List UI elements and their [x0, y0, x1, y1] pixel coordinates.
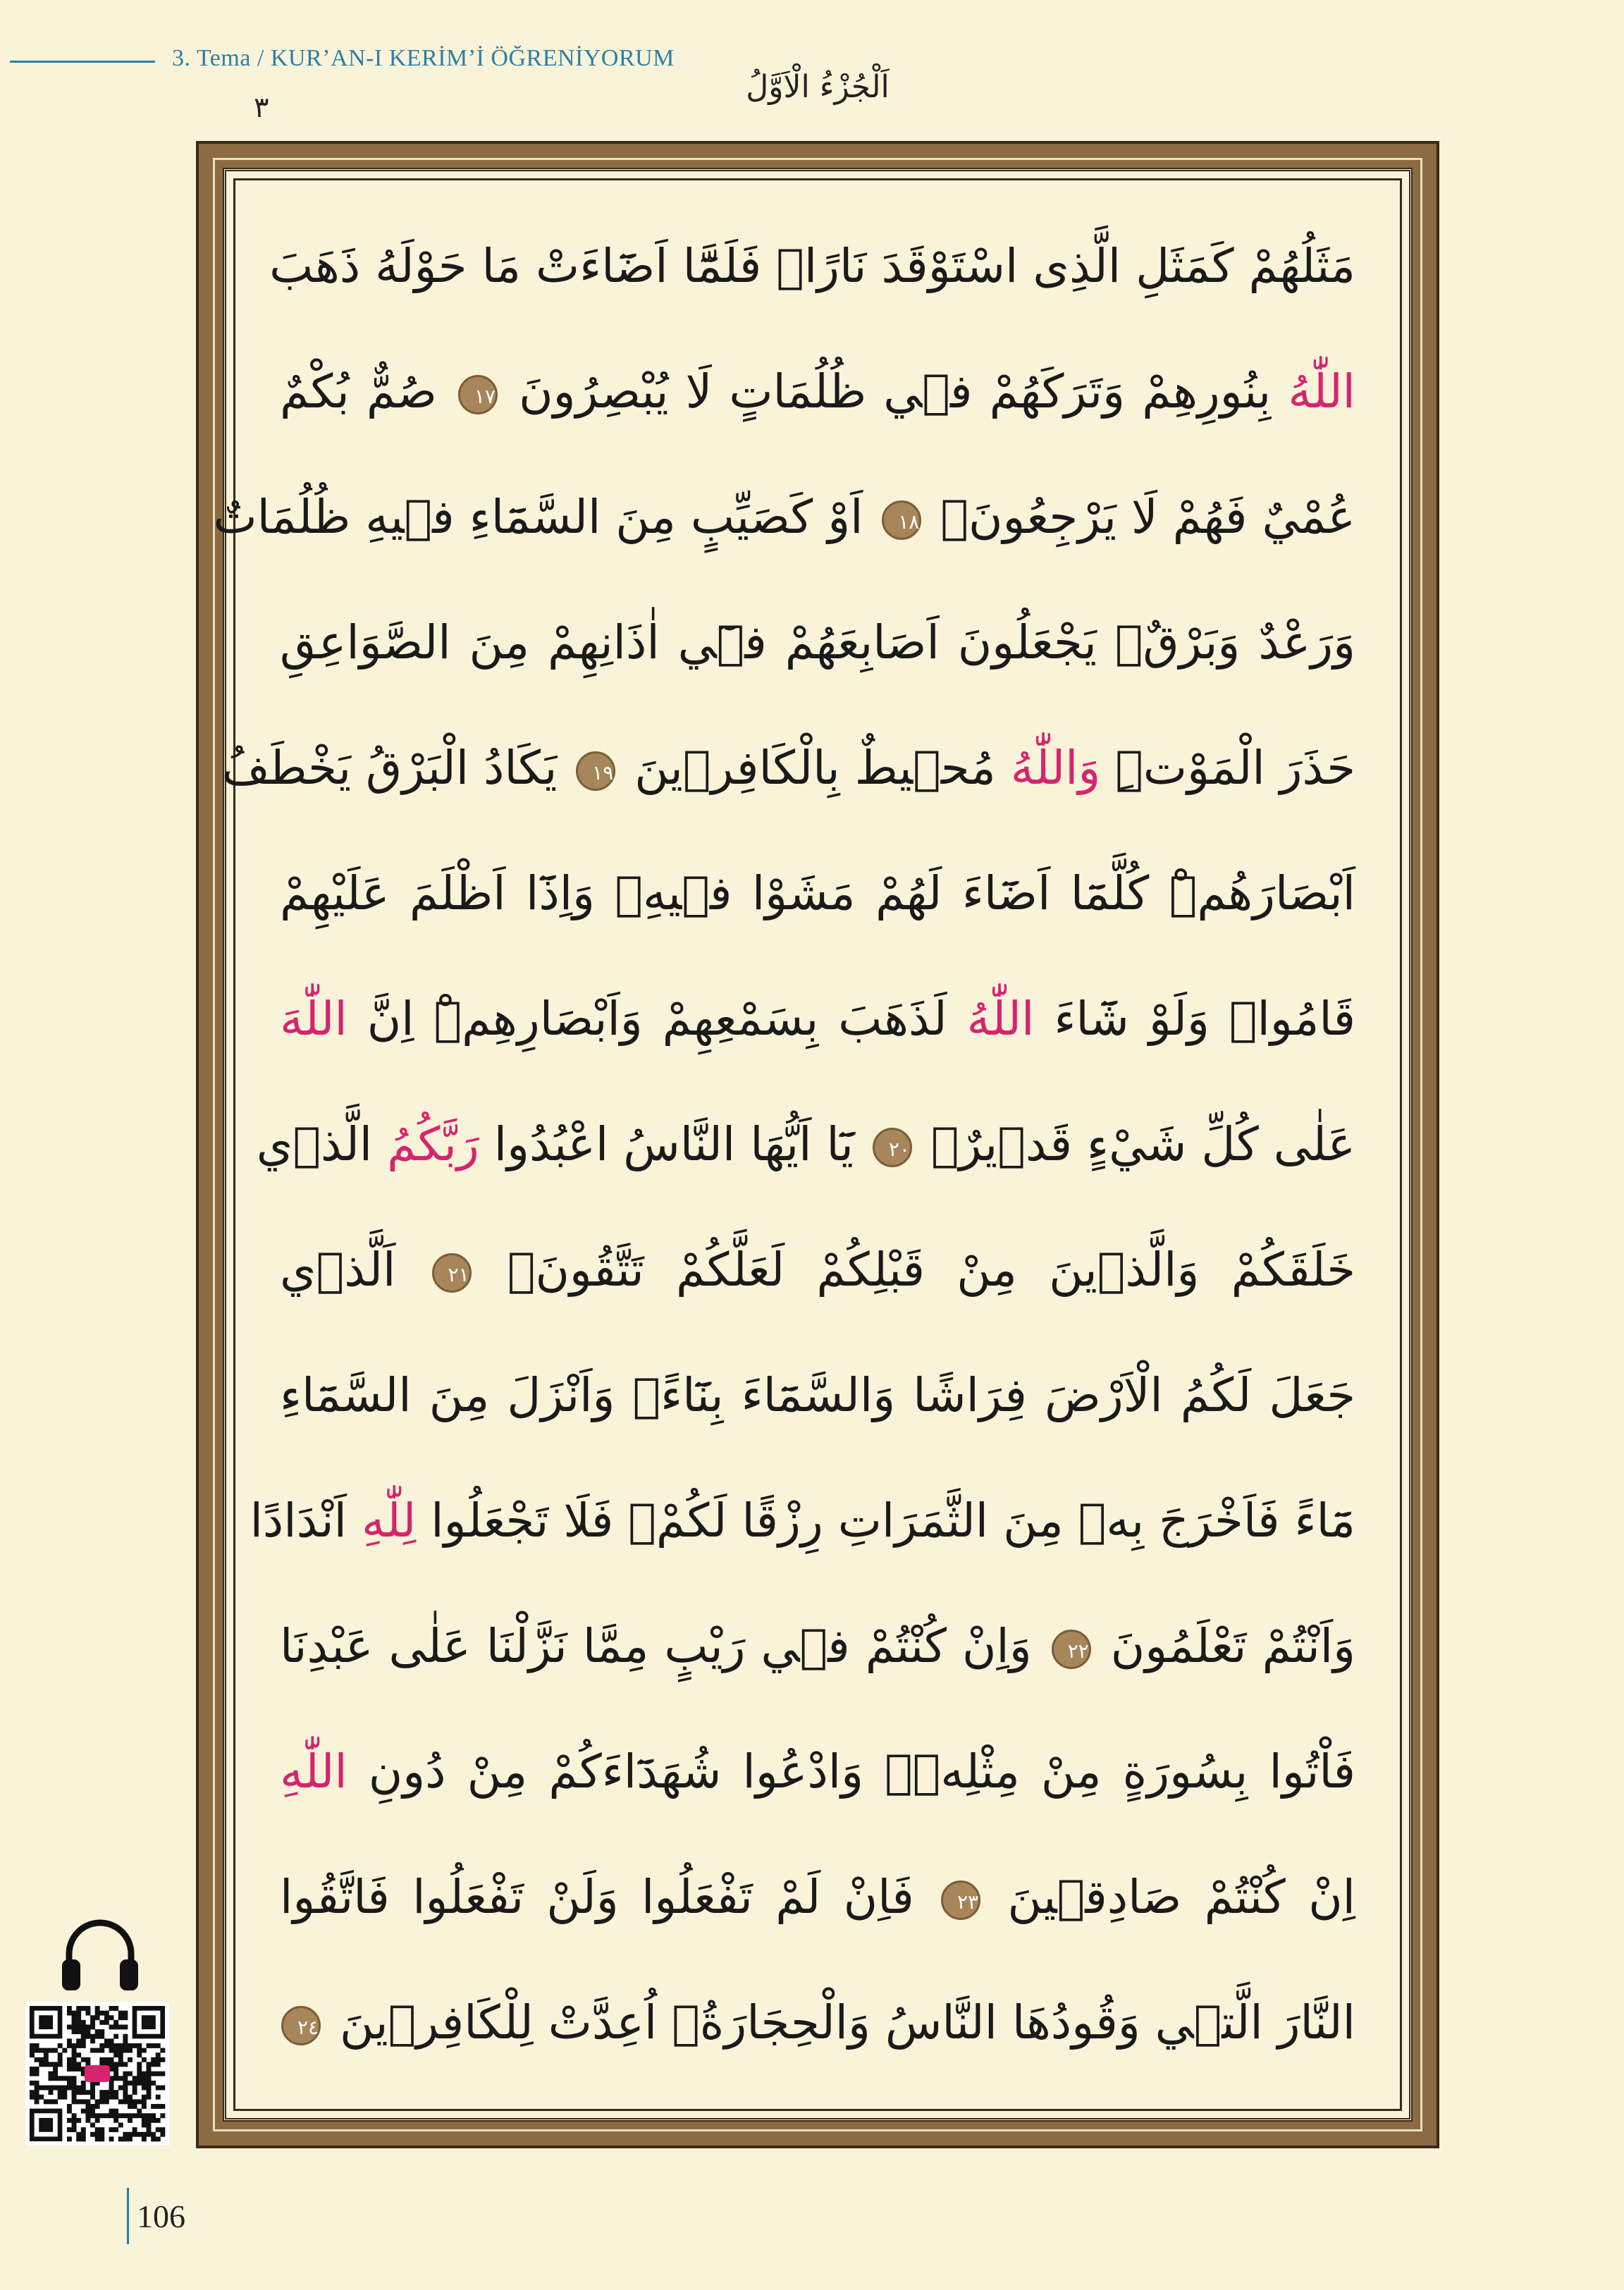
ayah-number-marker: ٢١	[432, 1253, 472, 1293]
quran-page-frame	[196, 141, 1439, 2148]
verse-line	[280, 1970, 1355, 2076]
verse-line	[280, 1343, 1355, 1448]
verse-text: اَلَّذ۪ي	[280, 1243, 428, 1297]
verse-text: صُمٌّ بُكْمٌ	[280, 364, 455, 419]
verse-text: فَاْتُوا بِسُورَةٍ مِنْ مِثْلِه۪ۖ وَادْعُوا شُهَدَٓاءَكُمْ مِنْ دُونِ	[347, 1744, 1355, 1799]
verse-text: عُمْيٌ فَهُمْ لَا يَرْجِعُونَۙ	[925, 490, 1355, 544]
header-rule	[10, 61, 155, 63]
verse-text: يَٓا اَيُّهَا النَّاسُ اعْبُدُوا	[479, 1117, 868, 1171]
verse-line	[280, 1719, 1355, 1825]
verse-text: جَعَلَ لَكُمُ الْاَرْضَ فِرَاشًا وَالسَّمَٓاءَ بِنَٓاءًۖ وَاَنْزَلَ مِنَ السَّمَٓاءِ	[280, 1368, 1355, 1422]
verse-text: حَذَرَ الْمَوْتِۜ	[1100, 741, 1355, 795]
page-number: 106	[137, 2198, 185, 2234]
verse-lines	[213, 214, 1356, 2076]
mushaf-page-number: ٣	[254, 92, 269, 124]
verse-text: اَبْصَارَهُمْۜ كُلَّمَٓا اَضَٓاءَ لَهُمْ مَشَوْا ف۪يهِۙ وَاِذَٓا اَظْلَمَ عَلَيْهِمْ	[280, 866, 1355, 921]
divine-name-text: اللّٰهَ	[280, 992, 347, 1046]
ayah-number-marker: ١٩	[576, 751, 615, 791]
verse-line	[280, 1594, 1355, 1699]
ayah-number-marker: ٢٣	[941, 1880, 980, 1920]
verse-line	[256, 1092, 1355, 1198]
verse-text: وَاِنْ كُنْتُمْ ف۪ي رَيْبٍ مِمَّا نَزَّلْنَا عَلٰى عَبْدِنَا	[280, 1619, 1047, 1673]
verse-line	[280, 1845, 1355, 1950]
verse-line	[269, 214, 1355, 319]
verse-text: النَّارَ الَّت۪ي وَقُودُهَا النَّاسُ وَالْحِجَارَةُۚ اُعِدَّتْ لِلْكَافِر۪ينَ	[325, 1995, 1355, 2050]
ayah-number-marker: ٢٠	[873, 1128, 912, 1167]
ayah-number-marker: ٢٢	[1052, 1630, 1091, 1669]
verse-line	[250, 1468, 1355, 1574]
verse-text: اَنْدَادًا	[250, 1494, 362, 1548]
verse-line	[280, 339, 1355, 445]
verse-text: يَكَادُ الْبَرْقُ يَخْطَفُ	[221, 741, 572, 795]
divine-name-text: اللّٰهُ	[1288, 364, 1356, 419]
ayah-number-marker: ١٨	[882, 500, 921, 540]
qr-code-icon[interactable]	[25, 2002, 169, 2146]
ayah-number-marker: ٢٤	[281, 2006, 321, 2045]
verse-text: مَثَلُهُمْ كَمَثَلِ الَّذِى اسْتَوْقَدَ نَارًاۚ فَلَمَّٓا اَضَٓاءَتْ مَا حَوْلَهُ ذَهَبَ	[269, 239, 1355, 293]
divine-name-text: اللّٰهُ	[966, 992, 1035, 1046]
verse-text: بِنُورِهِمْ وَتَرَكَهُمْ ف۪ي ظُلُمَاتٍ لَا يُبْصِرُونَ	[502, 364, 1288, 419]
headphones-icon[interactable]	[59, 1916, 141, 1993]
verse-line	[221, 715, 1355, 821]
verse-line	[280, 590, 1355, 696]
verse-line	[280, 1217, 1355, 1323]
verse-text: مَٓاءً فَاَخْرَجَ بِه۪ مِنَ الثَّمَرَاتِ رِزْقًا لَكُمْۚ فَلَا تَجْعَلُوا	[416, 1494, 1355, 1548]
verse-text: مُح۪يطٌ بِالْكَافِر۪ينَ	[620, 741, 1011, 795]
divine-name-text: اللّٰهِ	[280, 1744, 347, 1799]
verse-text: اِنْ كُنْتُمْ صَادِق۪ينَ	[985, 1870, 1356, 1924]
divine-name-text: رَبَّكُمُ	[387, 1117, 479, 1171]
verse-text: خَلَقَكُمْ وَالَّذ۪ينَ مِنْ قَبْلِكُمْ لَعَلَّكُمْ تَتَّقُونَۙ	[475, 1243, 1355, 1297]
verse-line	[280, 841, 1355, 947]
juz-title: اَلْجُزْءُ الْاَوَّلُ	[746, 69, 890, 105]
verse-text: وَرَعْدٌ وَبَرْقٌۚ يَجْعَلُونَ اَصَابِعَهُمْ ف۪ٓي اٰذَانِهِمْ مِنَ الصَّوَاعِقِ	[280, 615, 1355, 670]
verse-text: فَاِنْ لَمْ تَفْعَلُوا وَلَنْ تَفْعَلُوا فَاتَّقُوا	[280, 1870, 937, 1924]
frame-inner	[213, 168, 1413, 2122]
verse-text: وَاَنْتُمْ تَعْلَمُونَ	[1095, 1619, 1355, 1673]
divine-name-text: وَاللّٰهُ	[1010, 741, 1101, 795]
page-number-rule	[127, 2188, 129, 2244]
verse-text: لَذَهَبَ بِسَمْعِهِمْ وَاَبْصَارِهِمْۜ اِنَّ	[347, 992, 967, 1046]
divine-name-text: لِلّٰهِ	[361, 1494, 417, 1548]
verse-line	[280, 966, 1355, 1072]
verse-text: الَّذ۪ي	[256, 1117, 388, 1171]
verse-line	[213, 464, 1355, 570]
verse-text: قَامُواۜ وَلَوْ شَٓاءَ	[1034, 992, 1355, 1046]
ayah-number-marker: ١٧	[458, 375, 498, 414]
verse-text: عَلٰى كُلِّ شَيْءٍ قَد۪يرٌ۟	[916, 1117, 1355, 1171]
verse-text: اَوْ كَصَيِّبٍ مِنَ السَّمَٓاءِ ف۪يهِ ظُلُمَاتٌ	[213, 490, 878, 544]
section-title: 3. Tema / KUR’AN-I KERİM’İ ÖĞRENİYORUM	[172, 45, 675, 71]
